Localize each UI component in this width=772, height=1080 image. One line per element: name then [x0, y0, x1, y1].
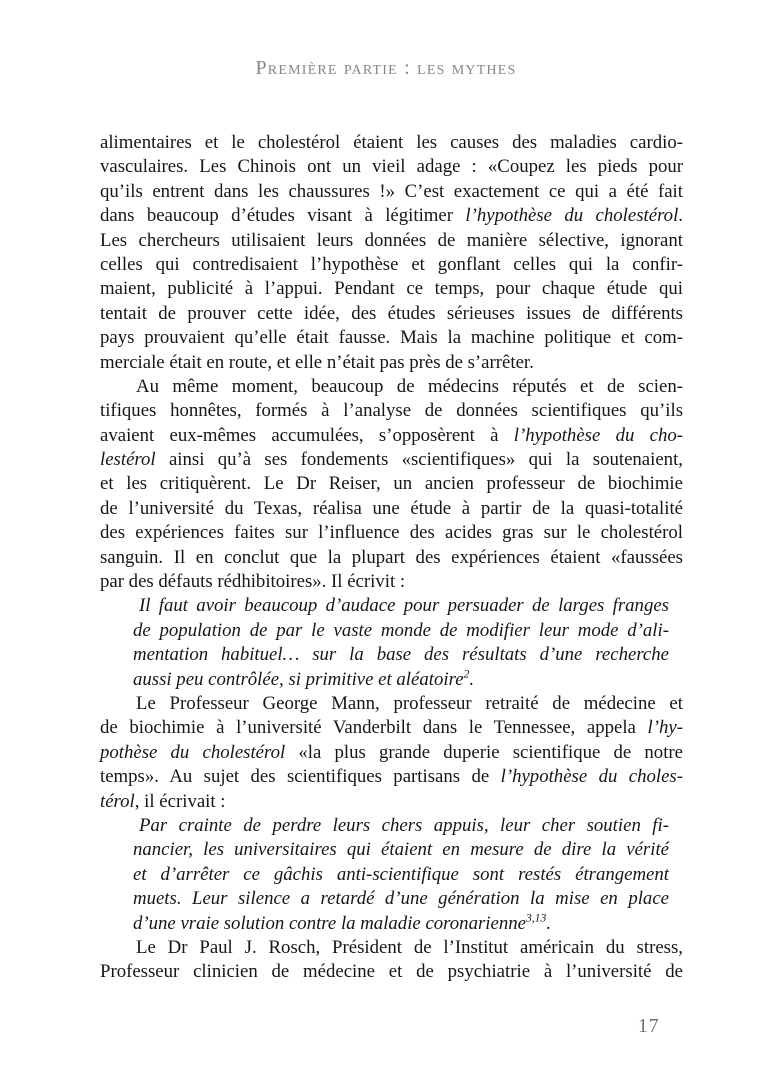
text-segment: .	[678, 205, 683, 227]
italic-text-segment: l’hypothèse du choles-	[500, 766, 683, 788]
text-line	[100, 497, 683, 521]
text-segment: Le Dr Paul J. Rosch, Président de l’Institut américain du stress,	[136, 936, 683, 958]
text-line	[100, 253, 683, 277]
text-line	[133, 814, 669, 838]
text-line	[100, 521, 683, 545]
text-line	[100, 692, 683, 716]
text-segment: et les critiquèrent. Le Dr Reiser, un ancien professeur de biochimie	[100, 473, 683, 495]
text-segment: dans beaucoup d’études visant à légitimer	[100, 205, 466, 227]
text-segment: de l’université du Texas, réalisa une étude à partir de la quasi-totalité	[100, 497, 683, 519]
text-segment: maient, publicité à l’appui. Pendant ce temps, pour chaque étude qui	[100, 278, 683, 300]
paragraph	[100, 936, 683, 985]
text-line	[133, 594, 669, 618]
text-segment: tifiques honnêtes, formés à l’analyse de données scientifiques qu’ils	[100, 400, 683, 422]
text-segment: , il écrivait :	[134, 790, 226, 812]
text-segment: de biochimie à l’université Vanderbilt dans le Tennessee, appela	[100, 717, 648, 739]
page-number: 17	[638, 1016, 660, 1037]
text-line	[133, 863, 669, 887]
text-segment: avaient eux-mêmes accumulées, s’opposèrent à	[100, 424, 514, 446]
text-segment: pays prouvaient qu’elle était fausse. Mais la machine politique et com-	[100, 327, 683, 349]
text-line	[100, 790, 683, 814]
footnote-reference: 3,13	[525, 911, 547, 925]
text-segment: Professeur clinicien de médecine et de psychiatrie à l’université de	[100, 961, 683, 983]
italic-text-segment: l’hy-	[647, 717, 683, 739]
text-line	[100, 375, 683, 399]
italic-text-segment: lestérol	[100, 449, 156, 471]
text-segment: de population de par le vaste monde de modifier leur mode d’ali-	[133, 619, 669, 641]
footnote-reference: 2	[463, 667, 470, 681]
text-line	[100, 716, 683, 740]
italic-text-segment: térol	[100, 790, 135, 812]
text-line	[100, 302, 683, 326]
text-line	[100, 472, 683, 496]
text-segment: Au même moment, beaucoup de médecins réputés et de scien-	[136, 375, 683, 397]
text-line	[100, 960, 683, 984]
text-segment: ainsi qu’à ses fondements «scientifiques» qui la soutenaient,	[155, 449, 683, 471]
text-segment: par des défauts rédhibitoires». Il écrivit :	[100, 571, 406, 593]
text-line	[100, 741, 683, 765]
text-line	[133, 619, 669, 643]
text-line	[100, 155, 683, 179]
text-segment: Les chercheurs utilisaient leurs données de manière sélective, ignorant	[100, 229, 683, 251]
text-segment: des expériences faites sur l’influence des acides gras sur le cholestérol	[100, 522, 683, 544]
text-line	[100, 351, 683, 375]
paragraph	[100, 692, 683, 814]
text-segment: Il faut avoir beaucoup d’audace pour persuader de larges franges	[139, 595, 669, 617]
text-line	[100, 277, 683, 301]
text-block	[100, 131, 683, 985]
text-segment: mentation habituel… sur la base des résultats d’une recherche	[133, 644, 669, 666]
text-line	[133, 912, 669, 936]
text-line	[100, 936, 683, 960]
text-segment: Le Professeur George Mann, professeur retraité de médecine et	[136, 692, 683, 714]
text-segment: temps». Au sujet des scientifiques partisans de	[100, 766, 501, 788]
text-segment: muets. Leur silence a retardé d’une génération la mise en place	[133, 888, 669, 910]
block-quote	[133, 814, 669, 936]
italic-text-segment: pothèse du cholestérol	[100, 741, 286, 763]
text-line	[100, 229, 683, 253]
italic-text-segment: l’hypothèse du cho-	[513, 424, 683, 446]
block-quote	[133, 594, 669, 692]
text-segment: nancier, les universitaires qui étaient en mesure de dire la vérité	[133, 839, 669, 861]
paragraph	[100, 131, 683, 375]
text-line	[100, 204, 683, 228]
text-line	[133, 838, 669, 862]
text-line	[100, 570, 683, 594]
text-segment: et d’arrêter ce gâchis anti-scientifique sont restés étrangement	[133, 863, 669, 885]
text-segment: .	[546, 912, 552, 934]
text-line	[100, 131, 683, 155]
text-line	[100, 448, 683, 472]
text-line	[100, 180, 683, 204]
text-line	[100, 399, 683, 423]
text-segment: d’une vraie solution contre la maladie coronarienne	[133, 912, 526, 934]
text-line	[100, 546, 683, 570]
text-line	[133, 643, 669, 667]
text-segment: alimentaires et le cholestérol étaient les causes des maladies cardio-	[100, 132, 683, 153]
text-segment: merciale était en route, et elle n’était pas près de s’arrêter.	[100, 351, 534, 373]
text-segment: «la plus grande duperie scientifique de notre	[285, 741, 683, 763]
text-segment: vasculaires. Les Chinois ont un vieil adage : «Coupez les pieds pour	[100, 156, 683, 178]
italic-text-segment: l’hypothèse du cholestérol	[465, 205, 679, 227]
text-segment: celles qui contredisaient l’hypothèse et gonflant celles qui la confir-	[100, 253, 683, 275]
text-line	[100, 424, 683, 448]
text-line	[133, 887, 669, 911]
paragraph	[100, 375, 683, 595]
text-segment: Par crainte de perdre leurs chers appuis, leur cher soutien fi-	[139, 814, 669, 836]
text-segment: aussi peu contrôlée, si primitive et aléatoire	[133, 668, 464, 690]
text-segment: qu’ils entrent dans les chaussures !» C’est exactement ce qui a été fait	[100, 180, 683, 202]
text-segment: sanguin. Il en conclut que la plupart des expériences étaient «faussées	[100, 546, 683, 568]
running-header: Première partie : les mythes	[255, 57, 517, 79]
text-line	[133, 668, 669, 692]
text-segment: tentait de prouver cette idée, des études sérieuses issues de différents	[100, 302, 683, 324]
text-line	[100, 326, 683, 350]
text-line	[100, 765, 683, 789]
text-segment: .	[469, 668, 475, 690]
